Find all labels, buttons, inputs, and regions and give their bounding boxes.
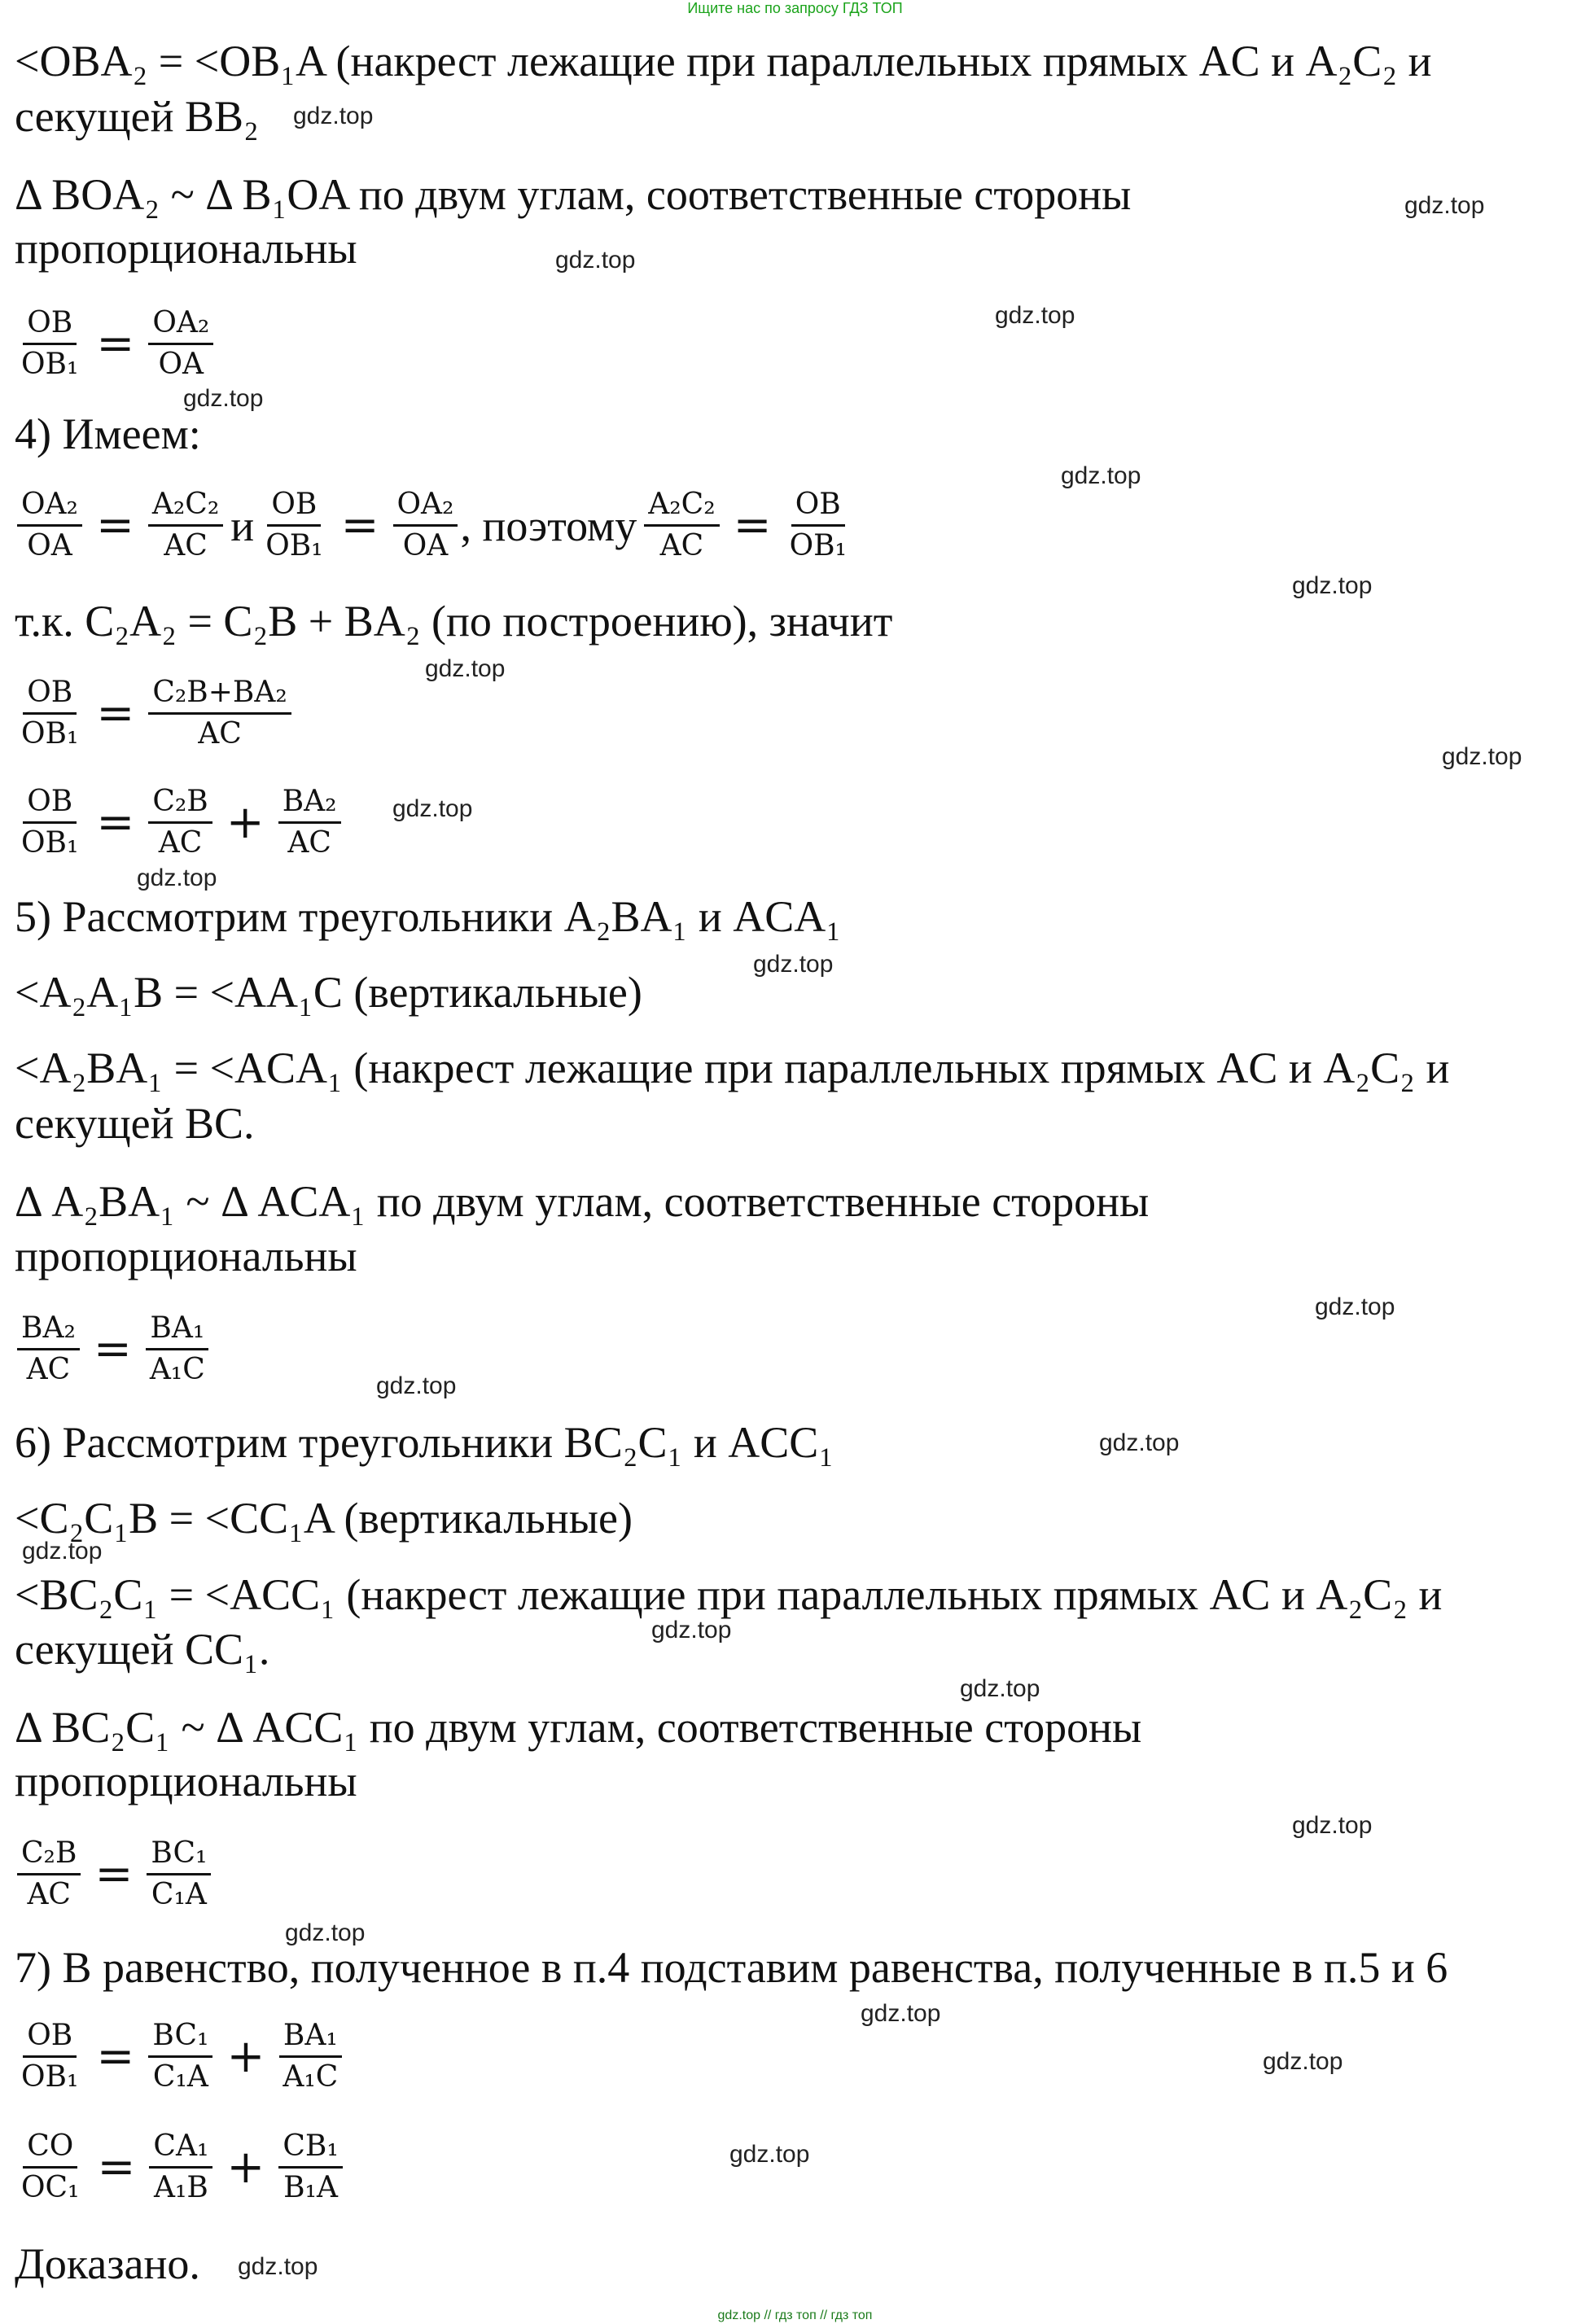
denominator: OA xyxy=(402,529,449,562)
fraction xyxy=(278,2127,342,2208)
fraction xyxy=(644,485,719,566)
equals-sign: = xyxy=(97,2140,136,2194)
denominator: OB₁ xyxy=(21,826,79,860)
text-line: Δ BC₂C₁ ~ Δ ACC₁ по двум углам, соответственные стороны xyxy=(15,1703,1142,1752)
numerator: OA₂ xyxy=(17,485,82,527)
numerator: OA₂ xyxy=(148,304,213,345)
step-heading: 4) Имеем: xyxy=(15,409,201,458)
numerator: A₂C₂ xyxy=(148,485,223,527)
numerator: BA₂ xyxy=(17,1309,80,1350)
numerator: BA₁ xyxy=(146,1309,208,1350)
denominator: AC xyxy=(158,826,203,860)
numerator: BC₁ xyxy=(148,2016,212,2058)
watermark: gdz.top xyxy=(392,795,473,822)
denominator: B₁A xyxy=(283,2171,338,2204)
fraction xyxy=(393,485,458,566)
numerator: A₂C₂ xyxy=(644,485,719,527)
text-line: Δ BOA₂ ~ Δ B₁OA по двум углам, соответственные стороны xyxy=(15,170,1132,219)
fraction xyxy=(17,673,82,754)
text-line: т.к. C₂A₂ = C₂B + BA₂ (по построению), значит xyxy=(15,597,893,646)
denominator: C₁A xyxy=(151,1878,207,1911)
plus-sign: + xyxy=(226,795,265,849)
text-line: Δ A₂BA₁ ~ Δ ACA₁ по двум углам, соответственные стороны xyxy=(15,1177,1150,1226)
equation-7 xyxy=(15,2006,344,2107)
conjunction: и xyxy=(230,501,255,550)
watermark: gdz.top xyxy=(1099,1429,1180,1456)
numerator: C₂B xyxy=(17,1834,81,1875)
text-line: пропорциональны xyxy=(15,1232,357,1280)
equals-sign: = xyxy=(96,795,135,849)
text-line: пропорциональны xyxy=(15,224,357,273)
text-line: <A₂BA₁ = <ACA₁ (накрест лежащие при параллельных прямых AC и A₂C₂ и xyxy=(15,1044,1450,1092)
denominator: OB₁ xyxy=(21,717,79,751)
watermark: gdz.top xyxy=(22,1538,103,1565)
watermark: gdz.top xyxy=(376,1372,457,1399)
numerator: BA₁ xyxy=(279,2016,342,2058)
numerator: OA₂ xyxy=(393,485,458,527)
numerator: OB xyxy=(267,485,321,527)
fraction xyxy=(278,782,341,863)
numerator: C₂B xyxy=(148,782,212,824)
fraction xyxy=(261,485,326,566)
fraction xyxy=(17,2016,82,2097)
watermark: gdz.top xyxy=(861,2000,941,2027)
watermark: gdz.top xyxy=(1292,572,1373,599)
numerator: OB xyxy=(23,2016,77,2058)
watermark: gdz.top xyxy=(285,1919,366,1946)
text-line: секущей BB₂ xyxy=(15,92,259,141)
denominator: AC xyxy=(287,826,331,860)
conclusion: Доказано. xyxy=(15,2239,200,2288)
watermark: gdz.top xyxy=(293,103,374,129)
top-banner[interactable]: Ищите нас по запросу ГДЗ ТОП xyxy=(687,0,903,16)
watermark: gdz.top xyxy=(555,247,636,274)
numerator: BC₁ xyxy=(147,1834,211,1875)
equals-sign: = xyxy=(340,498,379,552)
denominator: A₁C xyxy=(149,1353,205,1386)
denominator: A₁C xyxy=(283,2060,339,2094)
equals-sign: = xyxy=(94,1847,134,1901)
equation-2 xyxy=(15,475,853,576)
text-line: <A₂A₁B = <AA₁C (вертикальные) xyxy=(15,968,642,1017)
text-line: пропорциональны xyxy=(15,1757,357,1805)
equals-sign: = xyxy=(93,1322,132,1376)
fraction xyxy=(17,485,82,566)
plus-sign: + xyxy=(226,2140,265,2194)
footer-links[interactable]: gdz.top // гдз топ // гдз топ xyxy=(717,2309,873,2322)
equals-sign: = xyxy=(95,498,134,552)
numerator: BA₂ xyxy=(278,782,341,824)
denominator: OB₁ xyxy=(265,529,323,562)
numerator: OB xyxy=(791,485,845,527)
watermark: gdz.top xyxy=(1315,1293,1395,1320)
numerator: OB xyxy=(23,304,77,345)
numerator: CO xyxy=(23,2127,77,2169)
numerator: C₂B+BA₂ xyxy=(148,673,291,715)
text-line: секущей CC₁. xyxy=(15,1625,270,1674)
step-heading: 5) Рассмотрим треугольники A₂BA₁ и ACA₁ xyxy=(15,892,842,941)
fraction xyxy=(149,2127,212,2208)
watermark: gdz.top xyxy=(1442,743,1522,770)
denominator: C₁A xyxy=(152,2060,208,2094)
denominator: OB₁ xyxy=(789,529,847,562)
denominator: AC xyxy=(659,529,704,562)
equals-sign: = xyxy=(733,498,772,552)
watermark: gdz.top xyxy=(960,1675,1040,1702)
fraction xyxy=(148,2016,212,2097)
denominator: OB₁ xyxy=(21,2060,79,2094)
text-line: <OBA₂ = <OB₁A (накрест лежащие при параллельных прямых AC и A₂C₂ и xyxy=(15,37,1432,85)
fraction xyxy=(786,485,851,566)
equals-sign: = xyxy=(96,686,135,740)
equation-5 xyxy=(15,1298,212,1400)
numerator: CA₁ xyxy=(149,2127,212,2169)
text-line: <BC₂C₁ = <ACC₁ (накрест лежащие при параллельных прямых AC и A₂C₂ и xyxy=(15,1570,1443,1619)
fraction xyxy=(278,2016,342,2097)
text-line: <C₂C₁B = <CC₁A (вертикальные) xyxy=(15,1494,633,1543)
fraction xyxy=(147,1834,211,1915)
watermark: gdz.top xyxy=(238,2253,318,2280)
fraction xyxy=(17,304,82,384)
denominator: AC xyxy=(26,1353,71,1386)
denominator: OB₁ xyxy=(21,348,79,381)
denominator: OA xyxy=(158,348,204,381)
text-line: секущей BC. xyxy=(15,1099,255,1148)
watermark: gdz.top xyxy=(1061,462,1141,489)
fraction xyxy=(148,304,213,384)
numerator: OB xyxy=(23,673,77,715)
watermark: gdz.top xyxy=(1292,1812,1373,1839)
equation-4 xyxy=(15,772,344,873)
numerator: OB xyxy=(23,782,77,824)
equation-1 xyxy=(15,293,216,395)
step-heading: 7) В равенство, полученное в п.4 подставим равенства, полученные в п.5 и 6 xyxy=(15,1943,1448,1992)
plus-sign: + xyxy=(226,2029,265,2083)
watermark: gdz.top xyxy=(995,302,1075,329)
denominator: A₁B xyxy=(153,2171,208,2204)
fraction xyxy=(148,485,223,566)
equation-6 xyxy=(15,1823,213,1925)
fraction xyxy=(17,2127,84,2208)
denominator: AC xyxy=(198,717,242,751)
equals-sign: = xyxy=(96,317,135,370)
denominator: OA xyxy=(27,529,72,562)
equation-8 xyxy=(15,2116,345,2218)
equals-sign: = xyxy=(96,2029,135,2083)
watermark: gdz.top xyxy=(137,864,217,891)
equation-3 xyxy=(15,663,294,764)
watermark: gdz.top xyxy=(753,951,834,978)
conjunction: , поэтому xyxy=(460,501,637,550)
watermark: gdz.top xyxy=(1263,2048,1343,2075)
watermark: gdz.top xyxy=(729,2141,810,2168)
watermark: gdz.top xyxy=(1404,192,1485,219)
watermark: gdz.top xyxy=(183,385,264,412)
denominator: AC xyxy=(27,1878,71,1911)
numerator: CB₁ xyxy=(278,2127,342,2169)
step-heading: 6) Рассмотрим треугольники BC₂C₁ и ACC₁ xyxy=(15,1418,834,1467)
fraction xyxy=(17,1834,81,1915)
watermark: gdz.top xyxy=(425,655,506,682)
denominator: OC₁ xyxy=(21,2171,80,2204)
denominator: AC xyxy=(164,529,208,562)
fraction xyxy=(17,1309,80,1390)
fraction xyxy=(17,782,82,863)
fraction xyxy=(148,782,212,863)
watermark: gdz.top xyxy=(651,1617,732,1643)
fraction xyxy=(146,1309,209,1390)
fraction xyxy=(148,673,291,754)
